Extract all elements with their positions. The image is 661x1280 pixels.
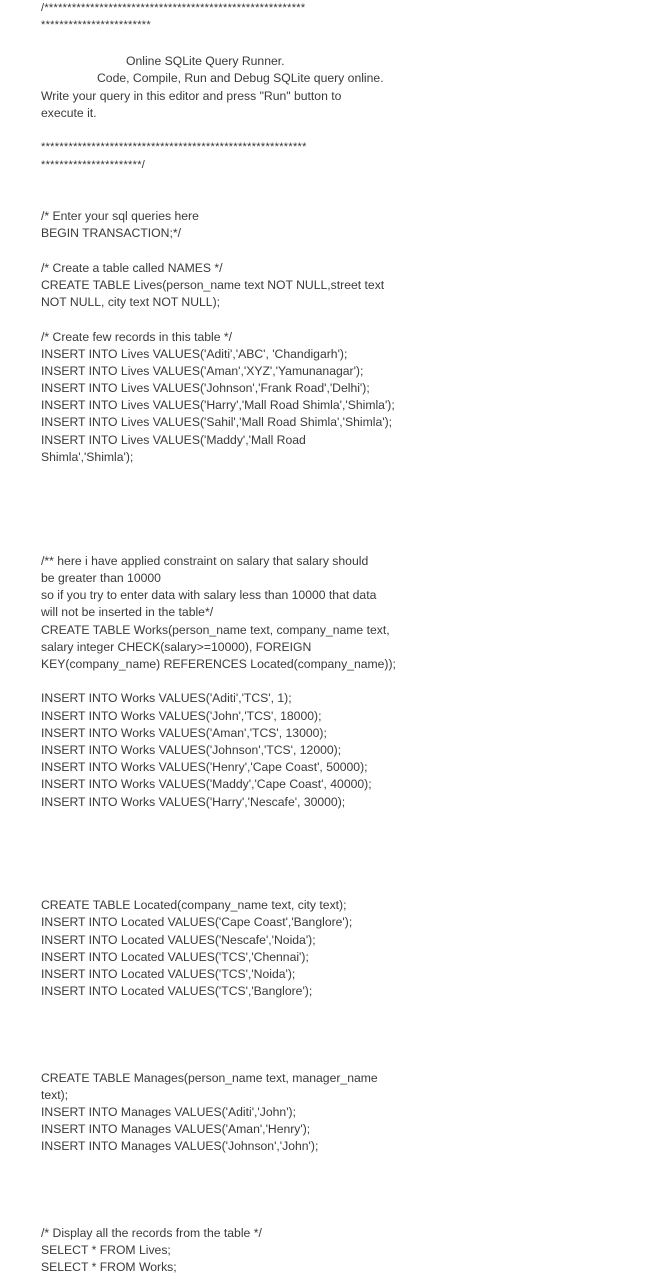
comment-line: /* Create few records in this table */ (41, 330, 233, 344)
code-line: INSERT INTO Located VALUES('TCS','Noida'); (41, 967, 296, 981)
code-line: INSERT INTO Located VALUES('TCS','Banglore'); (41, 984, 313, 998)
code-line: CREATE TABLE Manages(person_name text, manager_name (41, 1071, 378, 1085)
code-line: BEGIN TRANSACTION;*/ (41, 226, 181, 240)
code-line: salary integer CHECK(salary>=10000), FOREIGN (41, 640, 312, 654)
code-line: INSERT INTO Works VALUES('John','TCS', 18000); (41, 709, 322, 723)
code-line: INSERT INTO Manages VALUES('Johnson','John'); (41, 1139, 319, 1153)
code-line: INSERT INTO Lives VALUES('Maddy','Mall Road (41, 433, 306, 447)
code-line: INSERT INTO Located VALUES('Nescafe','Noida'); (41, 933, 316, 947)
header-title: Online SQLite Query Runner. (126, 54, 285, 68)
comment-banner-top-line: /********************************************************* (41, 2, 306, 14)
comment-banner-bottom-line: ********************************************************** (41, 141, 307, 153)
comment-line: /* Create a table called NAMES */ (41, 261, 223, 275)
code-line: INSERT INTO Works VALUES('Harry','Nescafe', 30000); (41, 795, 346, 809)
code-line: INSERT INTO Works VALUES('Henry','Cape Coast', 50000); (41, 760, 368, 774)
comment-line: /** here i have applied constraint on salary that salary should (41, 554, 369, 568)
code-line: INSERT INTO Lives VALUES('Aman','XYZ','Yamunanagar'); (41, 364, 364, 378)
code-line: SELECT * FROM Lives; (41, 1243, 171, 1257)
code-line: INSERT INTO Works VALUES('Aman','TCS', 13000); (41, 726, 327, 740)
code-line: text); (41, 1088, 69, 1102)
comment-line: so if you try to enter data with salary less than 10000 that data (41, 588, 377, 602)
code-line: KEY(company_name) REFERENCES Located(company_name)); (41, 657, 396, 671)
code-line: CREATE TABLE Located(company_name text, city text); (41, 898, 347, 912)
header-instruction: Write your query in this editor and press "Run" button to (41, 89, 342, 103)
code-line: INSERT INTO Lives VALUES('Sahil','Mall Road Shimla','Shimla'); (41, 415, 393, 429)
header-instruction-cont: execute it. (41, 106, 97, 120)
code-line: INSERT INTO Lives VALUES('Aditi','ABC', 'Chandigarh'); (41, 347, 348, 361)
code-line: CREATE TABLE Works(person_name text, company_name text, (41, 623, 390, 637)
header-subtitle: Code, Compile, Run and Debug SQLite query online. (97, 71, 384, 85)
code-line: Shimla','Shimla'); (41, 450, 134, 464)
code-line: NOT NULL, city text NOT NULL); (41, 295, 221, 309)
code-line: SELECT * FROM Works; (41, 1260, 177, 1274)
code-line: INSERT INTO Lives VALUES('Harry','Mall Road Shimla','Shimla'); (41, 398, 395, 412)
comment-line: /* Display all the records from the table */ (41, 1226, 262, 1240)
code-line: INSERT INTO Located VALUES('Cape Coast','Banglore'); (41, 915, 353, 929)
comment-banner-top-line-2: ************************ (41, 19, 151, 31)
code-line: INSERT INTO Manages VALUES('Aman','Henry'); (41, 1122, 311, 1136)
code-line: INSERT INTO Works VALUES('Aditi','TCS', 1); (41, 691, 292, 705)
code-line: INSERT INTO Lives VALUES('Johnson','Frank Road','Delhi'); (41, 381, 370, 395)
code-line: INSERT INTO Works VALUES('Maddy','Cape Coast', 40000); (41, 777, 372, 791)
comment-banner-bottom-line-2: **********************/ (41, 159, 146, 171)
comment-line: will not be inserted in the table*/ (41, 605, 214, 619)
comment-line: /* Enter your sql queries here (41, 209, 199, 223)
code-line: INSERT INTO Located VALUES('TCS','Chennai'); (41, 950, 309, 964)
code-line: CREATE TABLE Lives(person_name text NOT NULL,street text (41, 278, 385, 292)
code-line: INSERT INTO Works VALUES('Johnson','TCS', 12000); (41, 743, 342, 757)
code-line: INSERT INTO Manages VALUES('Aditi','John'); (41, 1105, 296, 1119)
comment-line: be greater than 10000 (41, 571, 161, 585)
